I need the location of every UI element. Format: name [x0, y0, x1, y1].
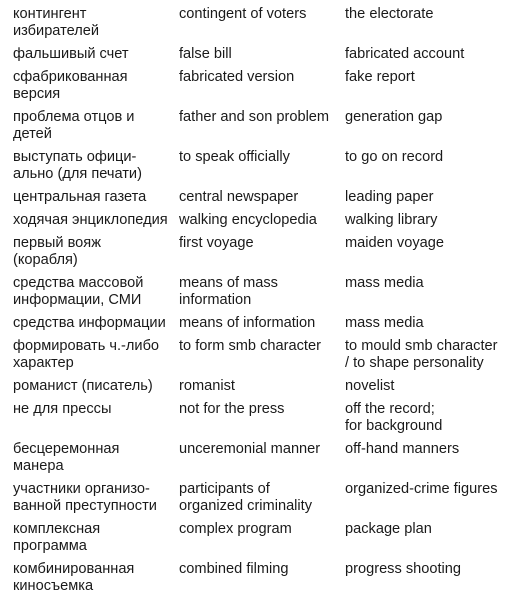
english-equivalent: off-hand manners — [345, 441, 460, 457]
literal-translation: not for the press — [179, 401, 285, 417]
english-equivalent: organized-crime figures — [345, 481, 498, 497]
table-row — [13, 441, 518, 481]
english-equivalent: progress shooting — [345, 561, 462, 577]
literal-translation: contingent of voters — [179, 6, 307, 22]
russian-term: выступать офици- ально (для печати) — [13, 149, 142, 182]
english-equivalent: fake report — [345, 69, 415, 85]
literal-translation: combined filming — [179, 561, 289, 577]
russian-term: комбинированная киносъемка — [13, 561, 135, 594]
english-equivalent: mass media — [345, 315, 424, 331]
table-row — [13, 275, 518, 315]
literal-translation: unceremonial manner — [179, 441, 321, 457]
literal-translation: first voyage — [179, 235, 254, 251]
table-row — [13, 189, 518, 212]
glossary-table — [13, 6, 518, 595]
table-row — [13, 521, 518, 561]
english-equivalent: fabricated account — [345, 46, 465, 62]
table-row — [13, 481, 518, 521]
english-equivalent: package plan — [345, 521, 432, 537]
english-equivalent: to mould smb character / to shape personality — [345, 338, 498, 371]
russian-term: комплексная программа — [13, 521, 101, 554]
russian-term: участники организо- ванной преступности — [13, 481, 157, 514]
literal-translation: to speak officially — [179, 149, 290, 165]
literal-translation: false bill — [179, 46, 232, 62]
russian-term: сфабрикованная версия — [13, 69, 128, 102]
english-equivalent: novelist — [345, 378, 395, 394]
russian-term: ходячая энциклопедия — [13, 212, 168, 228]
table-row — [13, 235, 518, 275]
english-equivalent: the electorate — [345, 6, 434, 22]
russian-term: романист (писатель) — [13, 378, 153, 394]
english-equivalent: leading paper — [345, 189, 434, 205]
literal-translation: means of information — [179, 315, 316, 331]
russian-term: контингент избирателей — [13, 6, 100, 39]
table-row — [13, 378, 518, 401]
russian-term: не для прессы — [13, 401, 112, 417]
russian-term: бесцеремонная манера — [13, 441, 120, 474]
literal-translation: father and son problem — [179, 109, 330, 125]
literal-translation: complex program — [179, 521, 292, 537]
literal-translation: walking encyclopedia — [179, 212, 317, 228]
table-row — [13, 315, 518, 338]
glossary-body — [13, 6, 518, 595]
literal-translation: fabricated version — [179, 69, 295, 85]
english-equivalent: off the record; for background — [345, 401, 443, 434]
table-row — [13, 561, 518, 595]
literal-translation: means of mass information — [179, 275, 278, 308]
english-equivalent: generation gap — [345, 109, 443, 125]
english-equivalent: maiden voyage — [345, 235, 444, 251]
table-row — [13, 69, 518, 109]
literal-translation: central newspaper — [179, 189, 299, 205]
russian-term: фальшивый счет — [13, 46, 129, 62]
english-equivalent: to go on record — [345, 149, 444, 165]
table-row — [13, 212, 518, 235]
literal-translation: to form smb character — [179, 338, 321, 354]
russian-term: средства информации — [13, 315, 166, 331]
russian-term: первый вояж (корабля) — [13, 235, 101, 268]
table-row — [13, 338, 518, 378]
literal-translation: participants of organized criminality — [179, 481, 313, 514]
table-row — [13, 149, 518, 189]
literal-translation: romanist — [179, 378, 235, 394]
table-row — [13, 6, 518, 46]
table-row — [13, 109, 518, 149]
russian-term: проблема отцов и детей — [13, 109, 135, 142]
russian-term: средства массовой информации, СМИ — [13, 275, 144, 308]
table-row — [13, 401, 518, 441]
russian-term: центральная газета — [13, 189, 147, 205]
table-row — [13, 46, 518, 69]
english-equivalent: mass media — [345, 275, 424, 291]
russian-term: формировать ч.-либо характер — [13, 338, 160, 371]
english-equivalent: walking library — [345, 212, 438, 228]
